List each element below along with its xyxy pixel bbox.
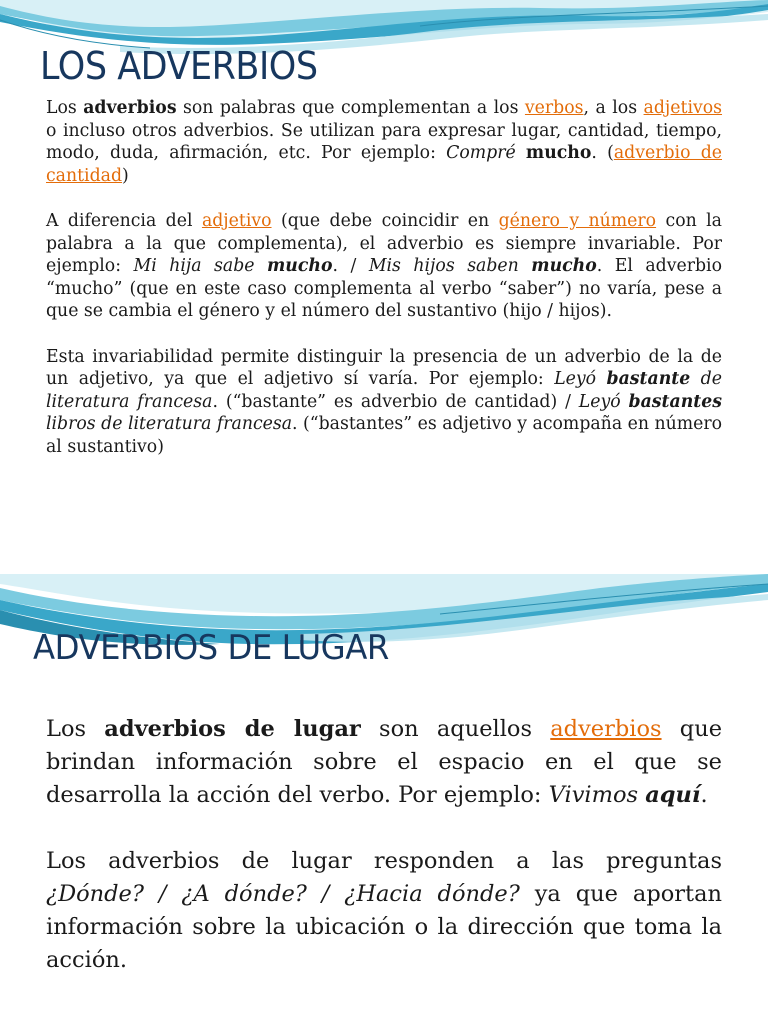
text: , a los — [583, 98, 644, 118]
link-adjetivo[interactable]: adjetivo — [201, 211, 272, 231]
example-text: Mis hijos saben — [368, 256, 532, 276]
slide-body — [46, 97, 722, 481]
example-adverb: aquí — [645, 782, 701, 808]
text: Los — [46, 98, 84, 118]
text: ) — [122, 165, 129, 186]
text: . (“bastante” es adverbio de cantidad) / — [212, 391, 579, 412]
example-adverb: bastante — [606, 369, 691, 389]
slide-body — [46, 713, 722, 1010]
link-verbos[interactable]: verbos — [524, 98, 584, 118]
paragraph-invariable — [46, 210, 722, 323]
link-genero-y-numero[interactable]: género y número — [498, 211, 657, 231]
slide-title: ADVERBIOS DE LUGAR — [33, 628, 389, 668]
text: Los — [46, 716, 105, 742]
example-text: Mi hija sabe — [133, 256, 268, 276]
questions-text: ¿Dónde? / ¿A dónde? / ¿Hacia dónde? — [46, 881, 520, 907]
bold-term: adverbios de lugar — [104, 716, 361, 742]
link-adverbios[interactable]: adverbios — [550, 716, 662, 742]
paragraph-preguntas — [46, 845, 722, 977]
text: A diferencia del — [46, 211, 202, 231]
example-adverb: mucho — [267, 256, 333, 276]
text: . (“bastantes” es adjetivo y acompaña en número al sustantivo) — [46, 414, 723, 457]
link-adverbio-de-cantidad[interactable]: adverbio de cantidad — [46, 143, 722, 186]
link-adjetivos[interactable]: adjetivos — [643, 98, 723, 118]
slide-adverbios-de-lugar — [0, 574, 768, 1024]
text: . — [700, 782, 708, 808]
text: o incluso otros adverbios. Se utilizan para expresar lugar, cantidad, tiempo, modo, duda, afirmación, etc. Por ejemplo: — [46, 120, 722, 163]
example-text: libros de literatura francesa — [46, 414, 293, 434]
bold-term: adverbios — [83, 98, 177, 118]
text: con la palabra a la que complementa), el adverbio es siempre invariable. Por ejemplo: — [46, 211, 722, 276]
example-adjective: bastantes — [628, 391, 722, 412]
paragraph-definition — [46, 97, 722, 187]
text: (que debe coincidir en — [271, 211, 499, 231]
slide-title: LOS ADVERBIOS — [40, 44, 318, 88]
text: . / — [332, 256, 369, 276]
example-adverb: mucho — [531, 256, 597, 276]
example-text: Leyó — [578, 391, 629, 412]
text: que brindan información sobre el espacio en el que se desarrolla la acción del verbo. Por ejemplo: — [46, 716, 723, 808]
paragraph-definition — [46, 713, 722, 812]
example-text: Vivimos — [548, 782, 646, 808]
text: ya que aportan información sobre la ubicación o la dirección que toma la acción. — [46, 881, 722, 973]
example-text: de literatura francesa — [46, 369, 722, 412]
example-text: Leyó — [554, 369, 607, 389]
text: son palabras que complementan a los — [176, 98, 525, 118]
text: Esta invariabilidad permite distinguir la presencia de un adverbio de la de un adjetivo, ya que el adjetivo sí varía. Por ejemplo: — [46, 346, 722, 389]
example-adverb: mucho — [525, 143, 592, 163]
text: son aquellos — [360, 716, 551, 742]
example-text: Compré — [446, 143, 526, 163]
text: . ( — [591, 143, 614, 163]
text: . El adverbio “mucho” (que en este caso complementa al verbo “saber”) no varía, pese a que se cambia el género y el número del sustantivo (hijo / hijos). — [46, 256, 722, 321]
text: Los adverbios de lugar responden a las preguntas — [46, 848, 722, 874]
paragraph-invariabilidad — [46, 346, 722, 459]
